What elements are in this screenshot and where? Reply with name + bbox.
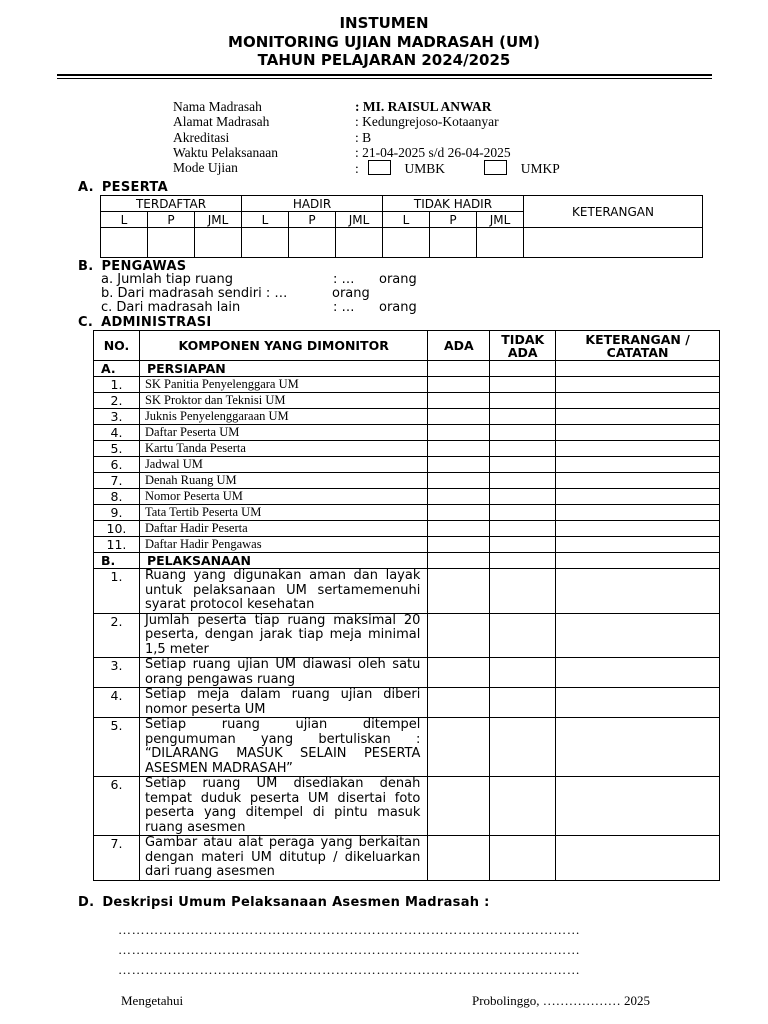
section-c-heading bbox=[78, 315, 212, 330]
component-text: Setiap meja dalam ruang ujian diberi nomor peserta UM bbox=[139, 688, 427, 718]
sub-header: JML bbox=[336, 212, 383, 228]
row-number: 4. bbox=[94, 688, 140, 718]
component-text: Setiap ruang ujian ditempel pengumuman yang bertuliskan : “DILARANG MASUK SELAIN PESERTA ASESMEN MADRASAH” bbox=[139, 718, 427, 777]
ada-cell[interactable] bbox=[428, 521, 490, 537]
pengawas-label: c. Dari madrasah lain bbox=[101, 300, 241, 315]
sub-header: L bbox=[242, 212, 289, 228]
ada-cell[interactable] bbox=[428, 457, 490, 473]
ada-cell[interactable] bbox=[428, 393, 490, 409]
peserta-input-cell[interactable] bbox=[383, 228, 430, 258]
col-group-tidak-hadir: TIDAK HADIR bbox=[383, 196, 524, 212]
ada-cell[interactable] bbox=[428, 777, 490, 836]
sub-header: P bbox=[289, 212, 336, 228]
info-label: Alamat Madrasah bbox=[173, 114, 270, 129]
sub-header: JML bbox=[477, 212, 524, 228]
ada-cell[interactable] bbox=[428, 718, 490, 777]
mode-options bbox=[355, 160, 560, 177]
ada-cell[interactable] bbox=[428, 377, 490, 393]
doc-title-line3: TAHUN PELAJARAN 2024/2025 bbox=[257, 51, 511, 69]
peserta-input-cell[interactable] bbox=[195, 228, 242, 258]
section-title: PENGAWAS bbox=[101, 259, 187, 274]
peserta-input-cell[interactable] bbox=[242, 228, 289, 258]
peserta-input-cell[interactable] bbox=[289, 228, 336, 258]
row-number: 4. bbox=[94, 425, 140, 441]
ada-cell[interactable] bbox=[428, 409, 490, 425]
ada-cell[interactable] bbox=[428, 489, 490, 505]
row-number: 1. bbox=[94, 377, 140, 393]
component-text: Setiap ruang UM disediakan denah tempat duduk peserta UM disertai foto peserta yang ditempel di pintu masuk ruang asesmen bbox=[139, 777, 427, 836]
row-number: 2. bbox=[94, 393, 140, 409]
row-number: 3. bbox=[94, 658, 140, 688]
keterangan-cell[interactable] bbox=[556, 537, 720, 553]
info-colon: : bbox=[355, 161, 359, 176]
component-text: Nomor Peserta UM bbox=[139, 489, 427, 505]
header-rule-thick bbox=[57, 74, 712, 76]
table-row bbox=[94, 658, 720, 688]
header-keterangan: KETERANGAN / CATATAN bbox=[556, 331, 720, 361]
tidak-ada-cell[interactable] bbox=[490, 658, 556, 688]
tidak-ada-cell[interactable] bbox=[490, 409, 556, 425]
section-a-heading bbox=[78, 180, 168, 195]
tidak-ada-cell[interactable] bbox=[490, 425, 556, 441]
keterangan-cell[interactable] bbox=[556, 489, 720, 505]
umbk-checkbox[interactable] bbox=[368, 160, 391, 175]
info-label: Nama Madrasah bbox=[173, 99, 262, 114]
component-text: SK Proktor dan Teknisi UM bbox=[139, 393, 427, 409]
info-value: : 21-04-2025 s/d 26-04-2025 bbox=[355, 145, 511, 160]
row-number: 5. bbox=[94, 718, 140, 777]
col-group-hadir: HADIR bbox=[242, 196, 383, 212]
table-row bbox=[94, 777, 720, 836]
sub-header: L bbox=[101, 212, 148, 228]
component-text: Ruang yang digunakan aman dan layak untuk pelaksanaan UM sertamemenuhi syarat protocol kesehatan bbox=[139, 569, 427, 614]
tidak-ada-cell[interactable] bbox=[490, 569, 556, 614]
row-number: 11. bbox=[94, 537, 140, 553]
sub-header: P bbox=[148, 212, 195, 228]
keterangan-cell[interactable] bbox=[556, 473, 720, 489]
ada-cell[interactable] bbox=[428, 537, 490, 553]
ada-cell[interactable] bbox=[428, 658, 490, 688]
tidak-ada-cell[interactable] bbox=[490, 441, 556, 457]
section-letter: A. bbox=[78, 180, 94, 195]
keterangan-cell[interactable] bbox=[556, 553, 720, 569]
tidak-ada-cell[interactable] bbox=[490, 361, 556, 377]
tidak-ada-cell[interactable] bbox=[490, 393, 556, 409]
col-group-terdaftar: TERDAFTAR bbox=[101, 196, 242, 212]
umbk-label: UMBK bbox=[404, 161, 446, 176]
table-row bbox=[94, 718, 720, 777]
pengawas-unit: orang bbox=[379, 300, 417, 315]
table-row bbox=[94, 537, 720, 553]
info-label: Waktu Pelaksanaan bbox=[173, 145, 279, 160]
keterangan-cell[interactable] bbox=[556, 441, 720, 457]
ada-cell[interactable] bbox=[428, 836, 490, 881]
tidak-ada-cell[interactable] bbox=[490, 489, 556, 505]
keterangan-cell[interactable] bbox=[556, 505, 720, 521]
pengawas-unit: orang bbox=[332, 286, 370, 301]
keterangan-cell[interactable] bbox=[556, 658, 720, 688]
ada-cell[interactable] bbox=[428, 688, 490, 718]
tidak-ada-cell[interactable] bbox=[490, 521, 556, 537]
section-title: ADMINISTRASI bbox=[101, 315, 212, 330]
peserta-input-cell[interactable] bbox=[477, 228, 524, 258]
category-letter: B. bbox=[94, 553, 140, 569]
table-row bbox=[94, 425, 720, 441]
peserta-input-cell[interactable] bbox=[148, 228, 195, 258]
description-line[interactable]: ………………………………………………………………………………………… bbox=[118, 962, 581, 977]
table-row bbox=[94, 569, 720, 614]
table-row bbox=[94, 409, 720, 425]
info-label: Akreditasi bbox=[173, 130, 230, 145]
row-number: 10. bbox=[94, 521, 140, 537]
footer-place-date: Probolinggo, ……………… 2025 bbox=[472, 993, 651, 1008]
table-row bbox=[94, 457, 720, 473]
component-text: Tata Tertib Peserta UM bbox=[139, 505, 427, 521]
keterangan-cell[interactable] bbox=[556, 569, 720, 614]
doc-title-line1: INSTUMEN bbox=[339, 14, 429, 32]
description-line[interactable]: ………………………………………………………………………………………… bbox=[118, 922, 581, 937]
ada-cell[interactable] bbox=[428, 613, 490, 658]
table-row bbox=[94, 489, 720, 505]
peserta-input-cell[interactable] bbox=[101, 228, 148, 258]
category-title: PELAKSANAAN bbox=[139, 553, 427, 569]
table-row bbox=[94, 521, 720, 537]
pengawas-label: a. Jumlah tiap ruang bbox=[101, 272, 234, 287]
tidak-ada-cell[interactable] bbox=[490, 613, 556, 658]
table-row bbox=[94, 377, 720, 393]
component-text: Juknis Penyelenggaraan UM bbox=[139, 409, 427, 425]
section-title: Deskripsi Umum Pelaksanaan Asesmen Madrasah : bbox=[102, 895, 490, 910]
info-value: : B bbox=[355, 130, 372, 145]
tidak-ada-cell[interactable] bbox=[490, 537, 556, 553]
pengawas-colon: : … bbox=[333, 272, 355, 287]
pengawas-colon: : … bbox=[333, 300, 355, 315]
description-line[interactable]: ………………………………………………………………………………………… bbox=[118, 942, 581, 957]
tidak-ada-cell[interactable] bbox=[490, 505, 556, 521]
tidak-ada-cell[interactable] bbox=[490, 718, 556, 777]
keterangan-cell[interactable] bbox=[556, 393, 720, 409]
component-text: Daftar Peserta UM bbox=[139, 425, 427, 441]
table-row bbox=[94, 505, 720, 521]
component-text: Setiap ruang ujian UM diawasi oleh satu orang pengawas ruang bbox=[139, 658, 427, 688]
row-number: 6. bbox=[94, 777, 140, 836]
sub-header: P bbox=[430, 212, 477, 228]
keterangan-cell[interactable] bbox=[556, 836, 720, 881]
keterangan-cell[interactable] bbox=[556, 688, 720, 718]
info-value: : MI. RAISUL ANWAR bbox=[355, 99, 492, 114]
category-title: PERSIAPAN bbox=[139, 361, 427, 377]
col-keterangan: KETERANGAN bbox=[524, 196, 703, 228]
ada-cell[interactable] bbox=[428, 425, 490, 441]
ada-cell[interactable] bbox=[428, 361, 490, 377]
keterangan-cell[interactable] bbox=[556, 361, 720, 377]
keterangan-cell[interactable] bbox=[556, 777, 720, 836]
row-number: 5. bbox=[94, 441, 140, 457]
component-text: Jadwal UM bbox=[139, 457, 427, 473]
info-label: Mode Ujian bbox=[173, 160, 238, 175]
component-text: Gambar atau alat peraga yang berkaitan dengan materi UM ditutup / dikeluarkan dari ruang asesmen bbox=[139, 836, 427, 881]
ada-cell[interactable] bbox=[428, 553, 490, 569]
peserta-input-cell[interactable] bbox=[336, 228, 383, 258]
tidak-ada-cell[interactable] bbox=[490, 377, 556, 393]
row-number: 2. bbox=[94, 613, 140, 658]
component-text: Jumlah peserta tiap ruang maksimal 20 peserta, dengan jarak tiap meja minimal 1,5 meter bbox=[139, 613, 427, 658]
keterangan-cell[interactable] bbox=[556, 409, 720, 425]
peserta-input-cell[interactable] bbox=[524, 228, 703, 258]
row-number: 6. bbox=[94, 457, 140, 473]
ada-cell[interactable] bbox=[428, 505, 490, 521]
footer-mengetahui: Mengetahui bbox=[121, 993, 184, 1008]
tidak-ada-cell[interactable] bbox=[490, 473, 556, 489]
keterangan-cell[interactable] bbox=[556, 377, 720, 393]
table-row bbox=[94, 441, 720, 457]
sub-header: L bbox=[383, 212, 430, 228]
component-text: Denah Ruang UM bbox=[139, 473, 427, 489]
doc-title-line2: MONITORING UJIAN MADRASAH (UM) bbox=[228, 33, 540, 51]
section-letter: B. bbox=[78, 259, 94, 274]
info-value: : Kedungrejoso-Kotaanyar bbox=[355, 114, 499, 129]
section-title: PESERTA bbox=[101, 180, 168, 195]
component-text: Daftar Hadir Pengawas bbox=[139, 537, 427, 553]
header-tidak-ada: TIDAK ADA bbox=[490, 331, 556, 361]
header-komponen: KOMPONEN YANG DIMONITOR bbox=[139, 331, 427, 361]
row-number: 7. bbox=[94, 473, 140, 489]
tidak-ada-cell[interactable] bbox=[490, 688, 556, 718]
header-ada: ADA bbox=[428, 331, 490, 361]
keterangan-cell[interactable] bbox=[556, 613, 720, 658]
table-row bbox=[94, 613, 720, 658]
section-letter: C. bbox=[78, 315, 94, 330]
component-text: Daftar Hadir Peserta bbox=[139, 521, 427, 537]
keterangan-cell[interactable] bbox=[556, 521, 720, 537]
tidak-ada-cell[interactable] bbox=[490, 777, 556, 836]
peserta-table bbox=[100, 195, 703, 258]
section-letter: D. bbox=[78, 895, 95, 910]
ada-cell[interactable] bbox=[428, 441, 490, 457]
keterangan-cell[interactable] bbox=[556, 718, 720, 777]
administrasi-table bbox=[93, 330, 720, 881]
keterangan-cell[interactable] bbox=[556, 425, 720, 441]
table-row bbox=[94, 688, 720, 718]
header-no: NO. bbox=[94, 331, 140, 361]
row-number: 8. bbox=[94, 489, 140, 505]
peserta-input-cell[interactable] bbox=[430, 228, 477, 258]
tidak-ada-cell[interactable] bbox=[490, 457, 556, 473]
umkp-label: UMKP bbox=[520, 161, 560, 176]
header-rule-thin bbox=[57, 78, 712, 79]
ada-cell[interactable] bbox=[428, 473, 490, 489]
row-number: 7. bbox=[94, 836, 140, 881]
tidak-ada-cell[interactable] bbox=[490, 836, 556, 881]
component-text: Kartu Tanda Peserta bbox=[139, 441, 427, 457]
keterangan-cell[interactable] bbox=[556, 457, 720, 473]
pengawas-unit: orang bbox=[379, 272, 417, 287]
section-d-heading bbox=[78, 895, 490, 910]
table-row bbox=[94, 836, 720, 881]
row-number: 3. bbox=[94, 409, 140, 425]
component-text: SK Panitia Penyelenggara UM bbox=[139, 377, 427, 393]
tidak-ada-cell[interactable] bbox=[490, 553, 556, 569]
ada-cell[interactable] bbox=[428, 569, 490, 614]
umkp-checkbox[interactable] bbox=[484, 160, 507, 175]
row-number: 1. bbox=[94, 569, 140, 614]
row-number: 9. bbox=[94, 505, 140, 521]
sub-header: JML bbox=[195, 212, 242, 228]
table-row bbox=[94, 393, 720, 409]
pengawas-label: b. Dari madrasah sendiri : … bbox=[101, 286, 288, 301]
category-letter: A. bbox=[94, 361, 140, 377]
table-row bbox=[94, 473, 720, 489]
